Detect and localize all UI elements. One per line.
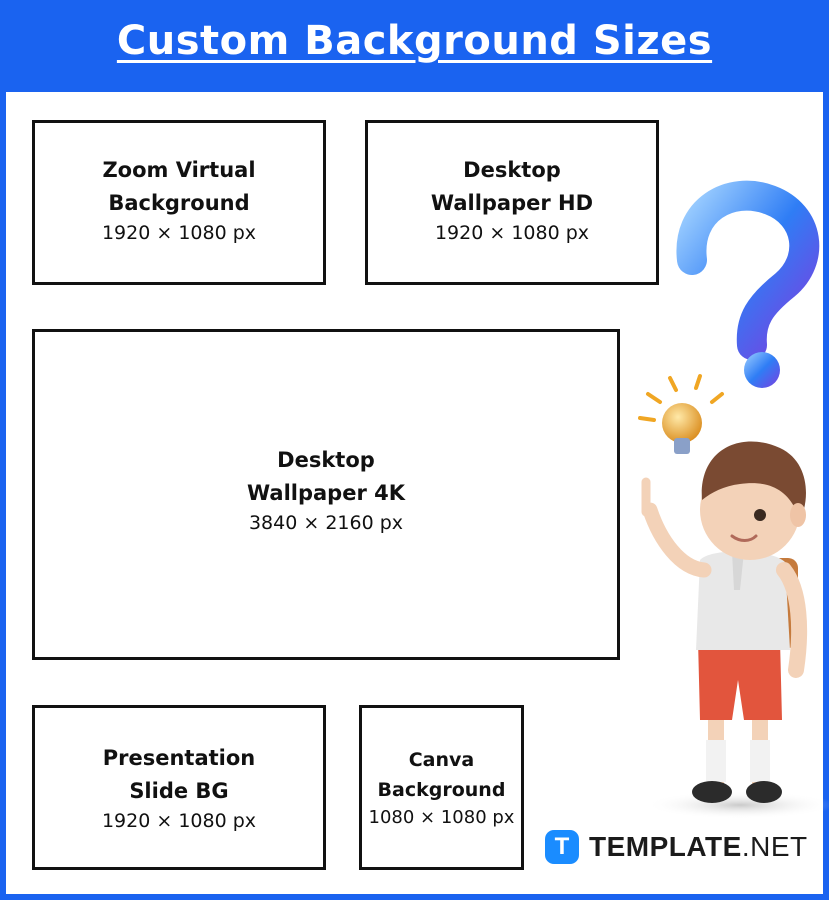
lightbulb-icon: [640, 376, 722, 454]
size-card-zoom: [32, 120, 326, 285]
card-size: 1920 × 1080 px: [101, 809, 257, 832]
brand-name-suffix: .NET: [741, 831, 808, 862]
card-title: Desktop Wallpaper HD: [430, 157, 594, 215]
template-logo-icon: T: [545, 830, 579, 864]
card-size: 1920 × 1080 px: [101, 221, 257, 244]
card-size: 3840 × 2160 px: [248, 511, 404, 534]
question-mark-icon: [691, 196, 804, 388]
size-card-presentation: [32, 705, 326, 870]
page-title: Custom Background Sizes: [116, 18, 713, 64]
page-header: [0, 0, 829, 88]
card-size: 1080 × 1080 px: [368, 806, 515, 828]
brand-name: [589, 831, 808, 863]
card-title: Zoom Virtual Background: [102, 157, 256, 215]
card-size: 1920 × 1080 px: [434, 221, 590, 244]
boy-thinking-illustration: [620, 180, 829, 820]
size-card-desktop-4k: [32, 329, 620, 660]
card-title: Canva Background: [377, 748, 506, 801]
card-title: Desktop Wallpaper 4K: [246, 447, 405, 505]
size-card-canva: [359, 705, 524, 870]
card-title: Presentation Slide BG: [102, 745, 256, 803]
size-card-desktop-hd: [365, 120, 659, 285]
template-net-brand: [545, 829, 808, 865]
brand-name-bold: TEMPLATE: [589, 831, 742, 862]
